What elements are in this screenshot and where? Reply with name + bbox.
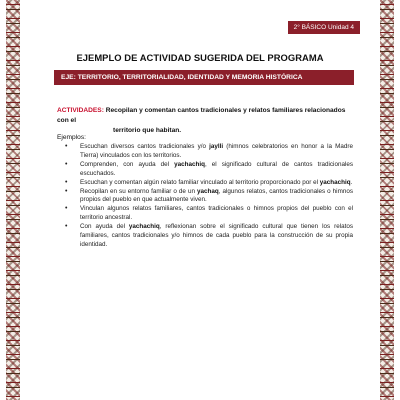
list-item: • Con ayuda del yachachiq, reflexionan sobre el significado cultural que tienen los relatos familiares, cantos tradicionales y/o himnos de cada pueblo para la construcción de su propia identidad. <box>65 223 353 250</box>
list-item: • Escuchan y comentan algún relato familiar vinculado al territorio proporcionado por el yachachiq. <box>65 179 353 188</box>
axis-banner: EJE: TERRITORIO, TERRITORIALIDAD, IDENTIDAD Y MEMORIA HISTÓRICA <box>54 70 354 85</box>
examples-list <box>65 143 353 250</box>
list-item: • Recopilan en su entorno familiar o de un yachaq, algunos relatos, cantos tradicionales o himnos propios del pueblo en que actualmente viven. <box>65 188 353 206</box>
list-item: • Vinculan algunos relatos familiares, cantos tradicionales o himnos propios del pueblo con el territorio ancestral. <box>65 205 353 223</box>
examples-heading: Ejemplos: <box>57 134 86 141</box>
activities-text-line1: Recopilan y comentan cantos tradicionales y relatos familiares relacionados con el <box>57 107 346 124</box>
unit-badge: 2° BÁSICO Unidad 4 <box>288 21 360 34</box>
page-title: EJEMPLO DE ACTIVIDAD SUGERIDA DEL PROGRAMA <box>76 52 324 63</box>
list-item: • Comprenden, con ayuda del yachachiq, el significado cultural de cantos tradicionales escuchados. <box>65 161 353 179</box>
activities-text-line2: territorio que habitan. <box>113 127 182 134</box>
list-item: • Escuchan diversos cantos tradicionales y/o jaylli (himnos celebratorios en honor a la Madre Tierra) vinculados con los territorios. <box>65 143 353 161</box>
activities-label: ACTIVIDADES: <box>57 107 104 114</box>
activities-section <box>57 106 357 136</box>
